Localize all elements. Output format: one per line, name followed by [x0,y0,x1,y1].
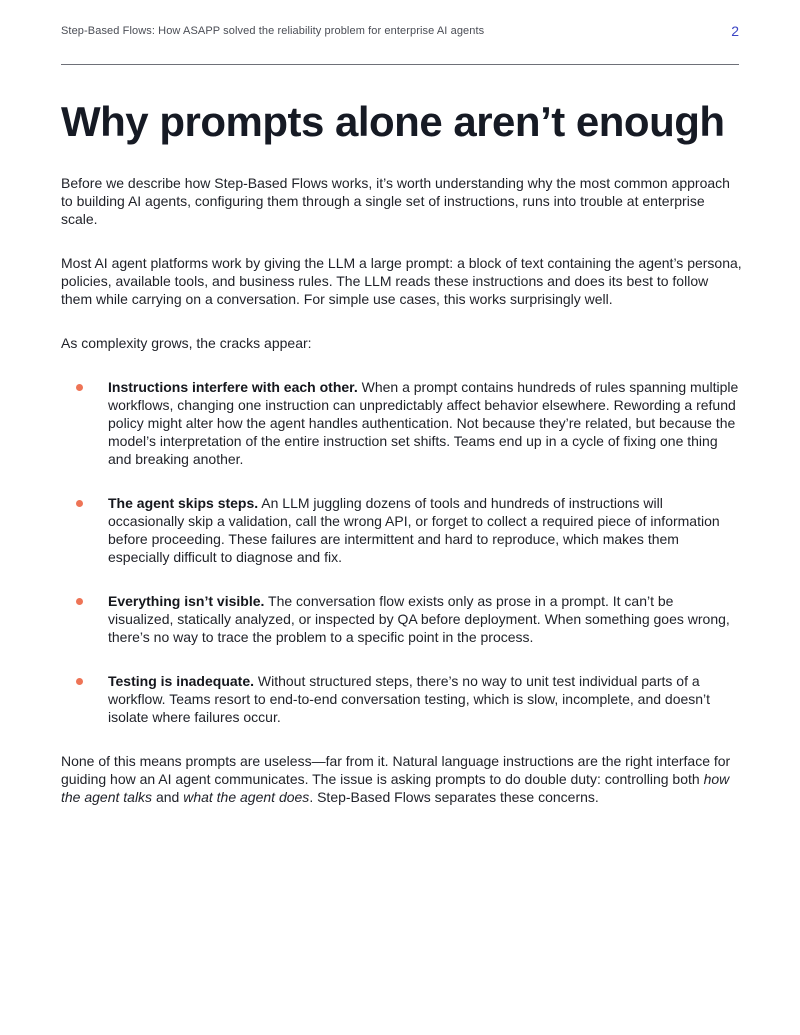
list-item-lead: The agent skips steps. [108,495,259,511]
list-item [61,672,742,726]
list-item-text: When a prompt contains hundreds of rules spanning multiple workflows, changing one instruction can unpredictably affect behavior elsewhere. Rewording a refund policy might alter how the agent handles authentication. Not because they’re related, but because the model’s interpretation of the entire instruction set shifts. Teams end up in a cycle of fixing one thing and breaking another. [108,379,739,467]
list-item-lead: Instructions interfere with each other. [108,379,358,395]
closing-emphasis-does: what the agent does [183,789,310,805]
closing-text-2: and [152,789,184,805]
page-number: 2 [731,23,739,39]
cracks-list [61,378,742,726]
closing-text-1: None of this means prompts are useless—far from it. Natural language instructions are the right interface for guiding how an AI agent communicates. The issue is asking prompts to do double duty: controlling both [61,753,731,787]
header-divider [61,64,739,65]
page-header [61,23,739,43]
list-item [61,378,742,468]
paragraph-intro: Before we describe how Step-Based Flows works, it’s worth understanding why the most common approach to building AI agents, configuring them through a single set of instructions, runs into trouble at enterprise scale. [61,175,730,227]
list-item [61,494,742,566]
bullet-dot-icon [76,384,83,391]
paragraph-platforms: Most AI agent platforms work by giving the LLM a large prompt: a block of text containing the agent’s persona, policies, available tools, and business rules. The LLM reads these instructions and does its best to follow them while carrying on a conversation. For simple use cases, this works surprisingly well. [61,255,742,307]
list-item-text: The conversation flow exists only as prose in a prompt. It can’t be visualized, statically analyzed, or inspected by QA before deployment. When something goes wrong, there’s no way to trace the problem to a specific point in the process. [108,593,730,645]
closing-emphasis-talks: how the agent talks [61,771,730,805]
paragraph-cracks: As complexity grows, the cracks appear: [61,335,312,351]
body-content [61,174,742,806]
bullet-dot-icon [76,678,83,685]
section-heading: Why prompts alone aren’t enough [61,98,725,145]
bullet-dot-icon [76,598,83,605]
paragraph-closing [61,752,742,806]
list-item-text: Without structured steps, there’s no way to unit test individual parts of a workflow. Teams resort to end-to-end conversation testing, which is slow, incomplete, and doesn’t isolate where failures occur. [108,673,711,725]
list-item-lead: Everything isn’t visible. [108,593,265,609]
list-item-text: An LLM juggling dozens of tools and hundreds of instructions will occasionally skip a validation, call the wrong API, or forget to collect a required piece of information before proceeding. These failures are intermittent and hard to reproduce, which makes them especially difficult to diagnose and fix. [108,495,720,565]
document-title: Step-Based Flows: How ASAPP solved the reliability problem for enterprise AI agents [61,25,485,37]
closing-text-3: . Step-Based Flows separates these concerns. [309,789,599,805]
bullet-dot-icon [76,500,83,507]
list-item [61,592,742,646]
list-item-lead: Testing is inadequate. [108,673,254,689]
